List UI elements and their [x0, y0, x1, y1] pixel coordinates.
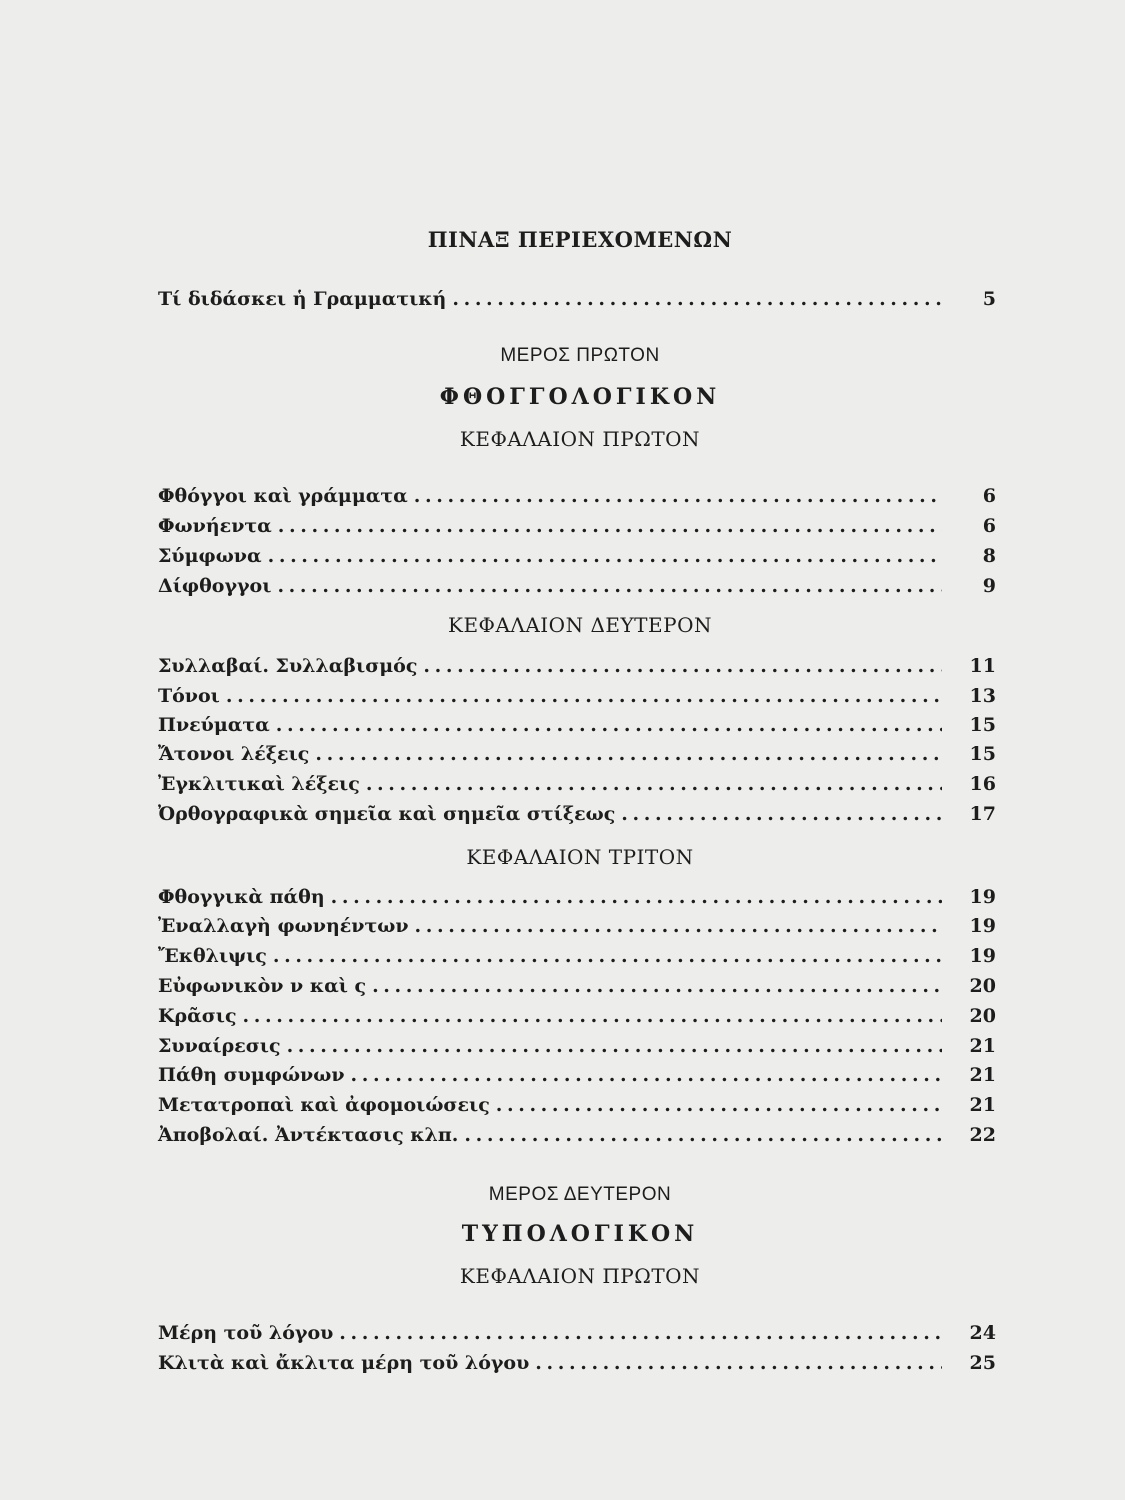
- toc-entry: [158, 773, 996, 801]
- page-title: ΠΙΝΑΞ ΠΕΡΙΕΧΟΜΕΝΩΝ: [427, 227, 733, 252]
- toc-entry-label: Μετατροπαὶ καὶ ἀφομοιώσεις: [158, 1094, 490, 1116]
- toc-entry-label: Συναίρεσις: [158, 1035, 281, 1057]
- toc-entry: [158, 1005, 996, 1033]
- toc-entry: [158, 803, 996, 831]
- leader-dots: [351, 1064, 942, 1086]
- toc-entry-page: 15: [969, 714, 996, 736]
- toc-entry-page: 20: [969, 1005, 996, 1027]
- toc-entry-page: 17: [969, 803, 996, 825]
- toc-entry-page: 6: [982, 515, 996, 537]
- toc-entry-page: 21: [969, 1094, 996, 1116]
- toc-entry: [158, 714, 996, 742]
- toc-entry-label: Πάθη συμφώνων: [158, 1064, 345, 1086]
- leader-dots: [273, 945, 942, 967]
- toc-entry-page: 24: [969, 1322, 996, 1344]
- toc-entry: [158, 1035, 996, 1063]
- leader-dots: [372, 975, 942, 997]
- toc-entry-label: Κρᾶσις: [158, 1005, 237, 1027]
- toc-entry-label: Φθογγικὰ πάθη: [158, 886, 325, 908]
- toc-entry: [158, 1124, 996, 1152]
- leader-dots: [339, 1322, 942, 1344]
- leader-dots: [452, 288, 942, 310]
- toc-entry-page: 21: [969, 1035, 996, 1057]
- part-label: ΜΕΡΟΣ ΔΕΥΤΕΡΟΝ: [488, 1184, 672, 1205]
- toc-entry: [158, 515, 996, 543]
- toc-entry: [158, 575, 996, 603]
- toc-entry: [158, 743, 996, 771]
- toc-entry-page: 21: [969, 1064, 996, 1086]
- toc-entry: [158, 1352, 996, 1380]
- leader-dots: [243, 1005, 942, 1027]
- toc-entry-page: 13: [969, 685, 996, 707]
- toc-entry-page: 8: [982, 545, 996, 567]
- toc-entry-label: Ἀποβολαί. Ἀντέκτασις κλπ.: [158, 1124, 459, 1146]
- leader-dots: [287, 1035, 942, 1057]
- leader-dots: [226, 685, 942, 707]
- toc-entry-label: Ἄτονοι λέξεις: [158, 743, 310, 765]
- leader-dots: [423, 655, 942, 677]
- toc-entry: [158, 288, 996, 316]
- toc-entry-label: Ἐναλλαγὴ φωνηέντων: [158, 915, 409, 937]
- leader-dots: [277, 575, 942, 597]
- leader-dots: [415, 915, 942, 937]
- toc-entry-label: Κλιτὰ καὶ ἄκλιτα μέρη τοῦ λόγου: [158, 1352, 530, 1374]
- toc-entry-label: Ἐγκλιτικαὶ λέξεις: [158, 773, 360, 795]
- toc-entry-page: 19: [969, 945, 996, 967]
- toc-entry-label: Φθόγγοι καὶ γράμματα: [158, 485, 408, 507]
- toc-entry: [158, 655, 996, 683]
- toc-entry-label: Συλλαβαί. Συλλαβισμός: [158, 655, 418, 677]
- leader-dots: [278, 515, 942, 537]
- toc-entry-label: Εὐφωνικὸν ν καὶ ς: [158, 975, 367, 997]
- toc-entry-label: Ἔκθλιψις: [158, 945, 267, 967]
- toc-entry-page: 15: [969, 743, 996, 765]
- toc-entry-page: 22: [969, 1124, 996, 1146]
- toc-entry: [158, 685, 996, 713]
- chapter-title: ΚΕΦΑΛΑΙΟΝ ΤΡΙΤΟΝ: [466, 845, 694, 869]
- toc-entry-page: 25: [969, 1352, 996, 1374]
- toc-entry-page: 19: [969, 915, 996, 937]
- toc-entry: [158, 945, 996, 973]
- toc-entry: [158, 975, 996, 1003]
- toc-entry-label: Σύμφωνα: [158, 545, 262, 567]
- toc-entry-page: 11: [969, 655, 996, 677]
- leader-dots: [535, 1352, 942, 1374]
- toc-entry: [158, 886, 996, 914]
- toc-entry-label: Τόνοι: [158, 685, 220, 707]
- chapter-title: ΚΕΦΑΛΑΙΟΝ ΔΕΥΤΕΡΟΝ: [448, 613, 712, 637]
- chapter-title: ΚΕΦΑΛΑΙΟΝ ΠΡΩΤΟΝ: [459, 1264, 701, 1288]
- toc-entry-page: 9: [982, 575, 996, 597]
- leader-dots: [464, 1124, 942, 1146]
- leader-dots: [621, 803, 942, 825]
- toc-entry-label: Φωνήεντα: [158, 515, 272, 537]
- leader-dots: [366, 773, 942, 795]
- chapter-title: ΚΕΦΑΛΑΙΟΝ ΠΡΩΤΟΝ: [459, 427, 701, 451]
- toc-entry: [158, 915, 996, 943]
- part-heading: ΤΥΠΟΛΟΓΙΚΟΝ: [461, 1221, 699, 1247]
- toc-entry: [158, 545, 996, 573]
- leader-dots: [331, 886, 942, 908]
- leader-dots: [268, 545, 942, 567]
- toc-entry-page: 20: [969, 975, 996, 997]
- part-label: ΜΕΡΟΣ ΠΡΩΤΟΝ: [500, 345, 660, 366]
- toc-entry-page: 5: [982, 288, 996, 310]
- toc-entry-label: Δίφθογγοι: [158, 575, 272, 597]
- leader-dots: [496, 1094, 942, 1116]
- toc-entry-page: 6: [982, 485, 996, 507]
- part-heading: ΦΘΟΓΓΟΛΟΓΙΚΟΝ: [439, 384, 721, 410]
- toc-entry-label: Πνεύματα: [158, 714, 270, 736]
- leader-dots: [276, 714, 942, 736]
- toc-entry-label: Μέρη τοῦ λόγου: [158, 1322, 334, 1344]
- toc-entry-page: 16: [969, 773, 996, 795]
- toc-entry: [158, 1064, 996, 1092]
- toc-entry: [158, 1094, 996, 1122]
- toc-entry: [158, 485, 996, 513]
- toc-entry: [158, 1322, 996, 1350]
- leader-dots: [315, 743, 942, 765]
- toc-entry-page: 19: [969, 886, 996, 908]
- leader-dots: [414, 485, 942, 507]
- toc-entry-label: Τί διδάσκει ἡ Γραμματική: [158, 288, 447, 310]
- toc-entry-label: Ὀρθογραφικὰ σημεῖα καὶ σημεῖα στίξεως: [158, 803, 616, 825]
